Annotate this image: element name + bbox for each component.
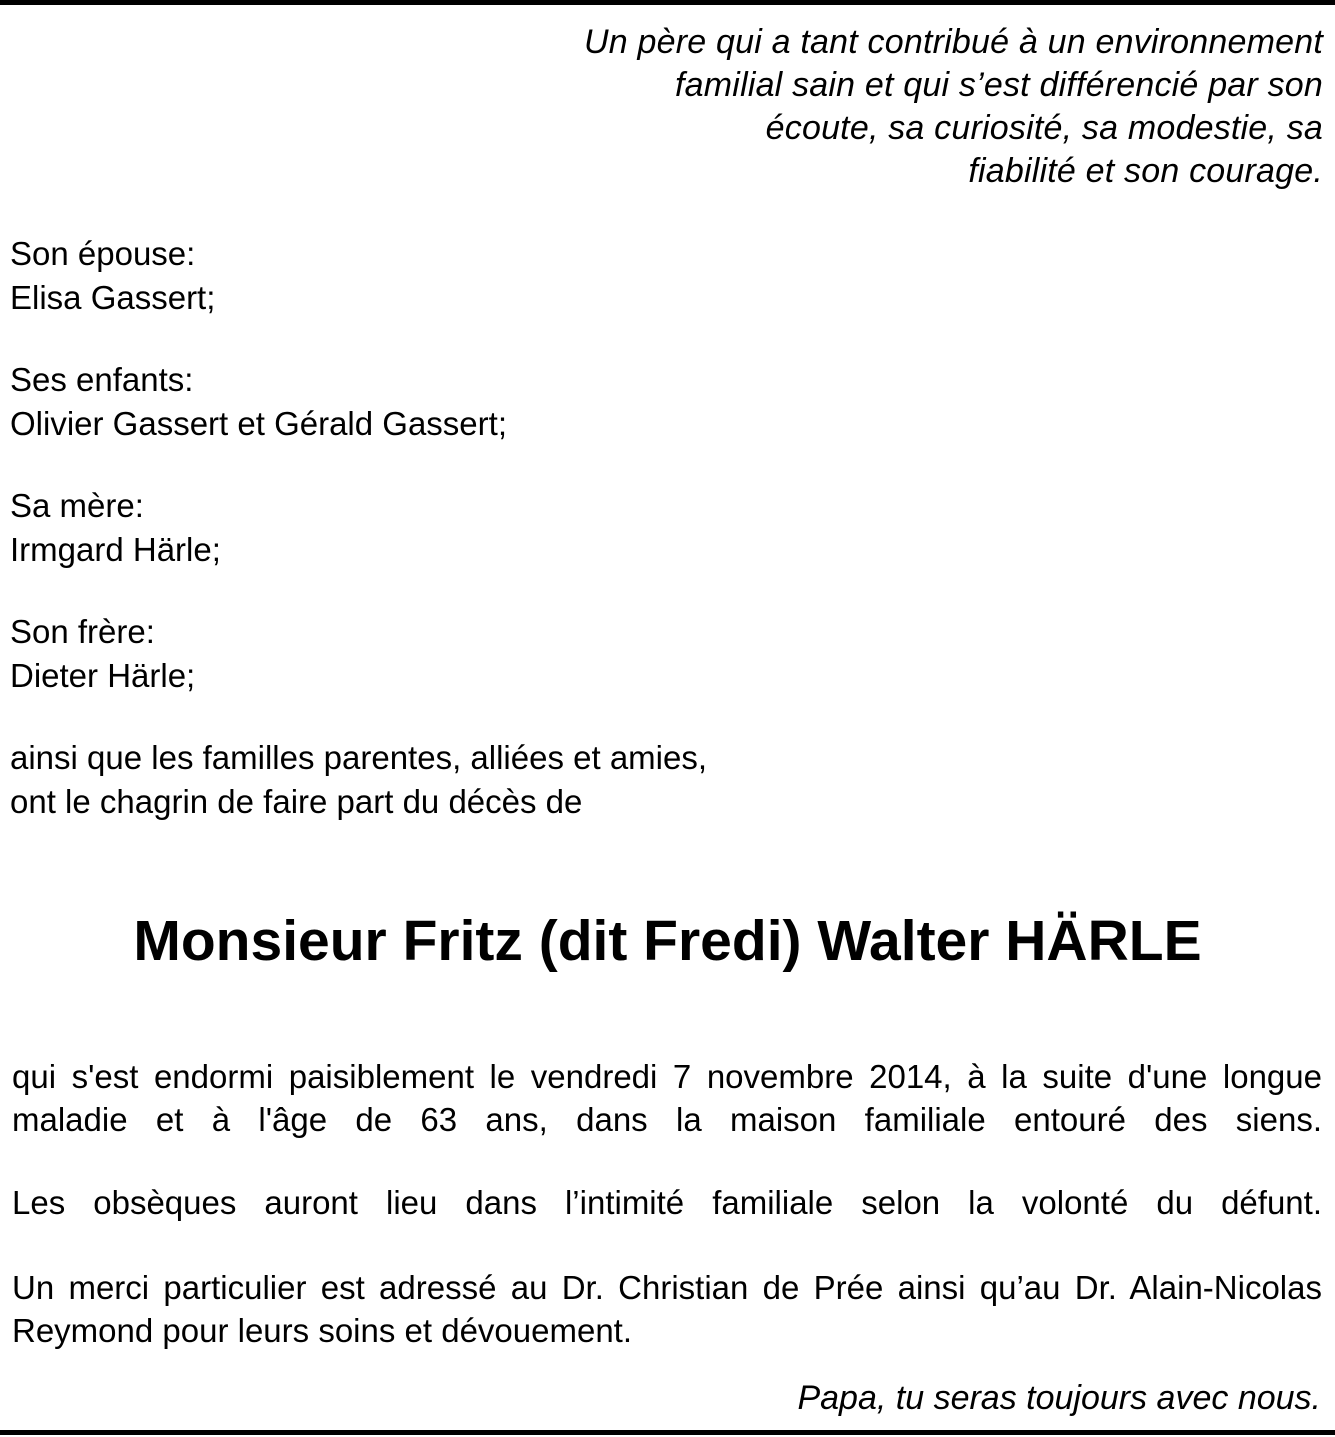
announcement-intro xyxy=(10,736,707,824)
announcement-intro-line: ainsi que les familles parentes, alliées et amies, xyxy=(10,739,708,776)
spouse-name: Elisa Gassert; xyxy=(10,279,216,316)
top-rule xyxy=(0,0,1335,5)
family-group-children xyxy=(10,358,707,446)
passing-paragraph xyxy=(12,1055,1322,1141)
farewell-line: Papa, tu seras toujours avec nous. xyxy=(797,1379,1321,1417)
epigraph-line: écoute, sa curiosité, sa modestie, sa xyxy=(765,109,1323,147)
thanks-paragraph xyxy=(12,1266,1322,1352)
funeral-paragraph xyxy=(12,1181,1322,1224)
children-label: Ses enfants: xyxy=(10,361,194,398)
announcement-intro-line: ont le chagrin de faire part du décès de xyxy=(10,783,583,820)
paragraph-line: Reymond pour leurs soins et dévouement. xyxy=(12,1312,633,1349)
epigraph xyxy=(584,21,1323,193)
family-list xyxy=(10,232,707,824)
deceased-name: Monsieur Fritz (dit Fredi) Walter HÄRLE xyxy=(133,909,1202,973)
bottom-rule xyxy=(0,1430,1335,1435)
paragraph-line: qui s'est endormi paisiblement le vendredi 7 novembre 2014, à la suite d'une longue xyxy=(12,1058,1322,1095)
epigraph-line: familial sain et qui s’est différencié par son xyxy=(675,66,1323,104)
family-group-mother xyxy=(10,484,707,572)
spouse-label: Son épouse: xyxy=(10,235,196,272)
mother-name: Irmgard Härle; xyxy=(10,531,221,568)
family-group-brother xyxy=(10,610,707,698)
family-group-spouse xyxy=(10,232,707,320)
paragraph-line: Un merci particulier est adressé au Dr. Christian de Prée ainsi qu’au Dr. Alain-Nicolas xyxy=(12,1269,1322,1306)
paragraph-line: Les obsèques auront lieu dans l’intimité familiale selon la volonté du défunt. xyxy=(12,1184,1322,1221)
brother-name: Dieter Härle; xyxy=(10,657,196,694)
epigraph-line: Un père qui a tant contribué à un environnement xyxy=(584,23,1323,61)
paragraph-line: maladie et à l'âge de 63 ans, dans la maison familiale entouré des siens. xyxy=(12,1101,1322,1138)
brother-label: Son frère: xyxy=(10,613,155,650)
mother-label: Sa mère: xyxy=(10,487,144,524)
children-names: Olivier Gassert et Gérald Gassert; xyxy=(10,405,507,442)
epigraph-line: fiabilité et son courage. xyxy=(968,152,1323,190)
